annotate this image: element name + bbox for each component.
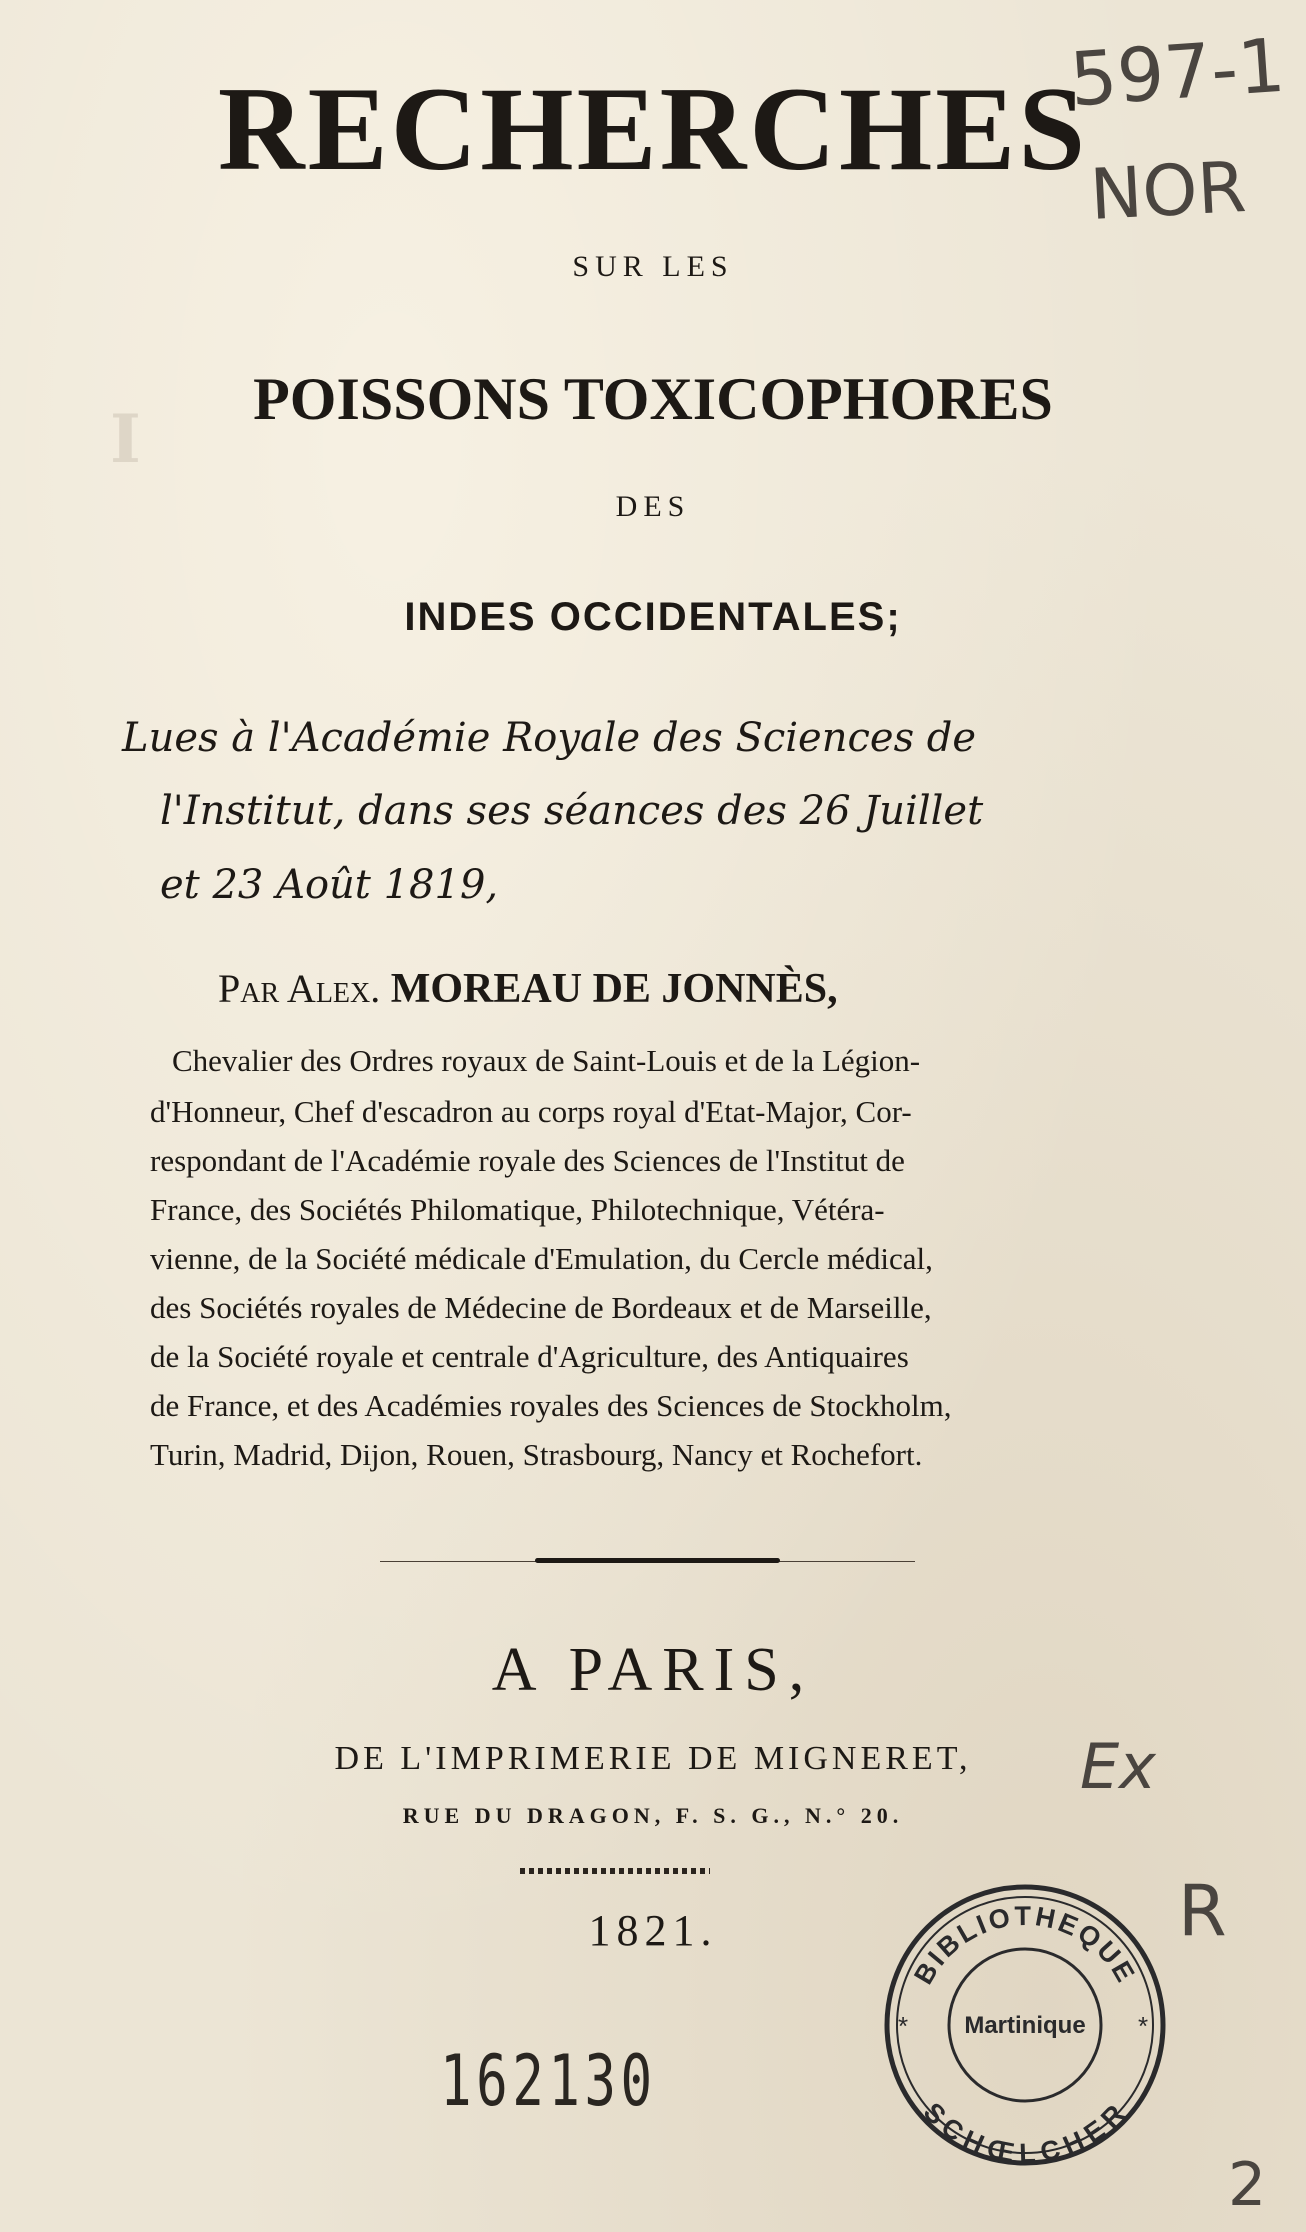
stamp-star-right-icon: * xyxy=(1138,2011,1149,2041)
title-connector-sur-les: SUR LES xyxy=(572,250,734,283)
show-through-text: I xyxy=(110,400,141,478)
read-note-line-2: l'Institut, dans ses séances des 26 Juillet xyxy=(160,788,984,834)
stamp-top-text: BIBLIOTHEQUE xyxy=(908,1900,1142,1990)
imprint-city: A PARIS, xyxy=(491,1636,815,1704)
stamp-center-text: Martinique xyxy=(964,2012,1086,2039)
stamp-bottom-text: SCHŒLCHER xyxy=(917,2096,1133,2169)
title-connector-des: DES xyxy=(615,490,691,523)
handwritten-ex-mark: Ex xyxy=(1080,1730,1156,1803)
credentials-line-6: des Sociétés royales de Médecine de Bordeaux et de Marseille, xyxy=(150,1290,932,1325)
handwritten-r-mark: R xyxy=(1178,1870,1227,1952)
handwritten-page-mark: 2 xyxy=(1228,2150,1267,2220)
handwritten-code: NOR xyxy=(1087,145,1249,237)
book-subtitle-region: INDES OCCIDENTALES; xyxy=(404,595,902,639)
divider-thick xyxy=(535,1558,780,1563)
credentials-line-9: Turin, Madrid, Dijon, Rouen, Strasbourg, Nancy et Rochefort. xyxy=(150,1437,923,1472)
credentials-line-3: respondant de l'Académie royale des Sciences de l'Institut de xyxy=(150,1143,905,1178)
author-line xyxy=(218,965,838,1013)
book-subtitle: POISSONS TOXICOPHORES xyxy=(253,366,1053,432)
handwritten-call-number: 597-1 xyxy=(1067,22,1288,124)
credentials-line-5: vienne, de la Société médicale d'Emulation, du Cercle médical, xyxy=(150,1241,933,1276)
imprint-printer: DE L'IMPRIMERIE DE MIGNERET, xyxy=(334,1740,972,1777)
library-stamp xyxy=(880,1880,1170,2170)
book-title: RECHERCHES xyxy=(217,62,1089,195)
credentials-line-1: Chevalier des Ordres royaux de Saint-Louis et de la Légion- xyxy=(172,1043,921,1078)
read-note-line-3: et 23 Août 1819, xyxy=(160,862,499,908)
credentials-line-7: de la Société royale et centrale d'Agriculture, des Antiquaires xyxy=(150,1339,909,1374)
decorative-rule xyxy=(520,1868,710,1874)
credentials-line-8: de France, et des Académies royales des Sciences de Stockholm, xyxy=(150,1388,952,1423)
svg-text:SCHŒLCHER xyxy=(918,2097,1133,2169)
credentials-line-2: d'Honneur, Chef d'escadron au corps royal d'Etat-Major, Cor- xyxy=(150,1094,912,1129)
shelf-number: 162130 xyxy=(440,2040,657,2122)
imprint-year: 1821. xyxy=(588,1906,718,1955)
stamp-star-left-icon: * xyxy=(898,2011,909,2041)
credentials-line-4: France, des Sociétés Philomatique, Philotechnique, Vétéra- xyxy=(150,1192,885,1227)
imprint-address: RUE DU DRAGON, F. S. G., N.° 20. xyxy=(402,1803,904,1828)
read-note-line-1: Lues à l'Académie Royale des Sciences de xyxy=(122,715,977,761)
author-prefix: Par Alex. xyxy=(218,966,381,1011)
author-name: MOREAU DE JONNÈS, xyxy=(390,966,838,1012)
